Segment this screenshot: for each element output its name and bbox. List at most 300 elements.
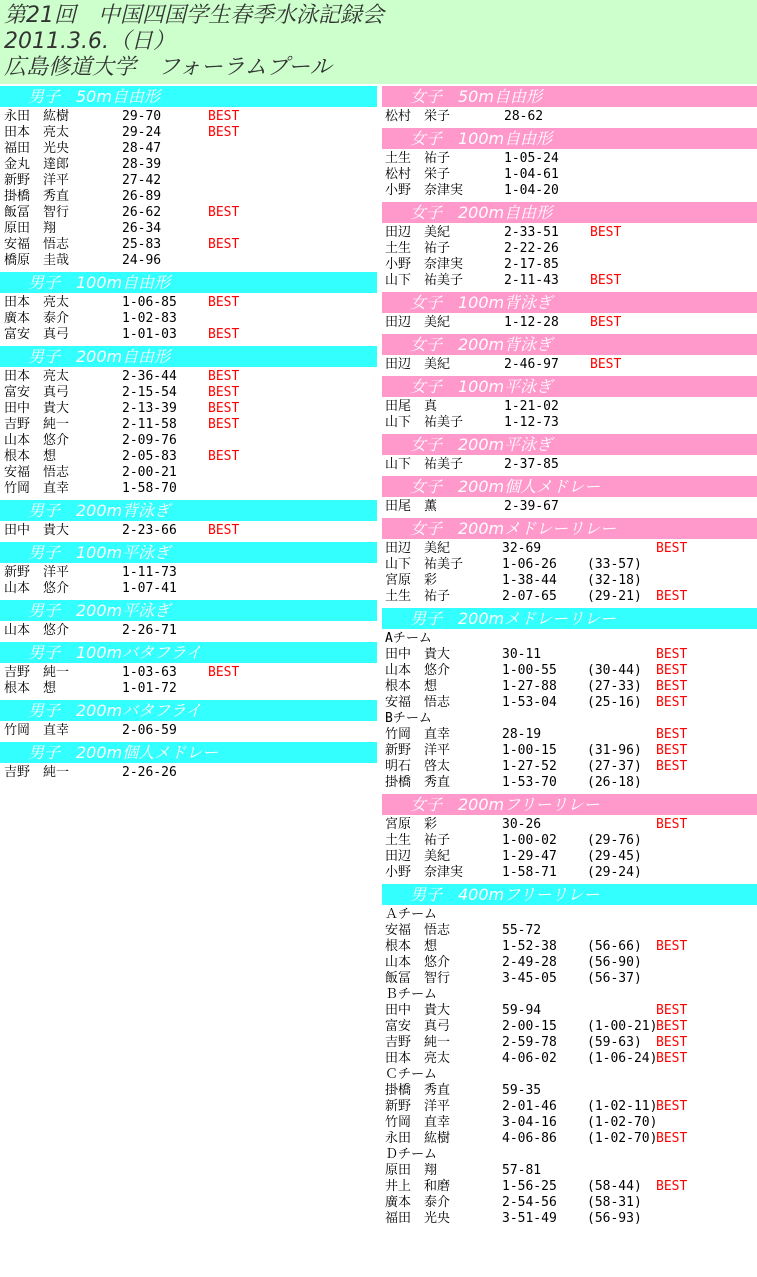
swimmer-name: 富安 真弓 — [4, 327, 70, 342]
event-title: 女子 200mフリーリレー — [382, 794, 757, 815]
result-time: 1-00-15 — [502, 743, 557, 758]
swimmer-name: 安福 悟志 — [4, 465, 70, 480]
swimmer-name: 小野 奈津実 — [385, 183, 464, 198]
event-results — [0, 367, 377, 500]
swimmer-name: 田中 貴大 — [4, 523, 70, 538]
result-time: 1-00-02 — [502, 833, 557, 848]
swimmer-name: 吉野 純一 — [4, 765, 70, 780]
event-block — [0, 542, 377, 600]
best-badge: BEST — [208, 665, 240, 680]
event-results — [382, 539, 757, 608]
result-time: 1-52-38 — [502, 939, 557, 954]
event-title: 男子 200m個人メドレー — [0, 742, 377, 763]
result-row — [0, 433, 377, 449]
result-row — [0, 125, 377, 141]
event-results — [0, 721, 377, 742]
result-row — [382, 1131, 757, 1147]
event-block — [382, 334, 757, 376]
result-row — [0, 665, 377, 681]
result-row — [382, 315, 757, 331]
result-time: 2-54-56 — [502, 1195, 557, 1210]
result-time: 26-62 — [122, 205, 162, 220]
event-results — [382, 629, 757, 794]
event-block — [382, 434, 757, 476]
event-title: 女子 100m背泳ぎ — [382, 292, 757, 313]
split-time: (1-02-70) — [587, 1115, 658, 1130]
split-time: (29-76) — [587, 833, 642, 848]
result-row — [382, 663, 757, 679]
result-row — [382, 257, 757, 273]
best-badge: BEST — [656, 727, 688, 742]
split-time: (31-96) — [587, 743, 642, 758]
meet-venue: 広島修道大学 フォーラムプール — [4, 55, 332, 80]
split-time: (1-02-70) — [587, 1131, 658, 1146]
swimmer-name: 橋原 圭哉 — [4, 253, 70, 268]
swimmer-name: 山本 悠介 — [4, 581, 70, 596]
swimmer-name: 田本 亮太 — [4, 125, 70, 140]
result-time: 1-04-20 — [504, 183, 559, 198]
split-time: (56-90) — [587, 955, 642, 970]
result-time: 1-04-61 — [504, 167, 559, 182]
result-row — [382, 589, 757, 605]
best-badge: BEST — [656, 663, 688, 678]
result-row — [382, 695, 757, 711]
event-results — [382, 107, 757, 128]
event-block — [382, 884, 757, 1230]
swimmer-name: 土生 祐子 — [385, 151, 451, 166]
swimmer-name: 宮原 彩 — [385, 817, 438, 832]
result-time: 3-04-16 — [502, 1115, 557, 1130]
result-time: 2-59-78 — [502, 1035, 557, 1050]
result-time: 1-02-83 — [122, 311, 177, 326]
event-title: 女子 200m背泳ぎ — [382, 334, 757, 355]
event-block — [382, 202, 757, 292]
split-time: (29-45) — [587, 849, 642, 864]
team-label: Ｂチーム — [385, 987, 438, 1002]
event-results — [0, 521, 377, 542]
result-time: 29-70 — [122, 109, 162, 124]
best-badge: BEST — [208, 327, 240, 342]
event-block — [0, 700, 377, 742]
event-results — [0, 107, 377, 272]
result-row — [0, 465, 377, 481]
split-time: (25-16) — [587, 695, 642, 710]
team-label: Bチーム — [385, 711, 432, 726]
best-badge: BEST — [656, 759, 688, 774]
result-row — [382, 415, 757, 431]
result-row — [382, 167, 757, 183]
best-badge: BEST — [656, 589, 688, 604]
event-results — [0, 663, 377, 700]
result-time: 28-19 — [502, 727, 542, 742]
result-row — [382, 727, 757, 743]
swimmer-name: 小野 奈津実 — [385, 257, 464, 272]
best-badge: BEST — [590, 315, 622, 330]
result-row — [0, 141, 377, 157]
swimmer-name: 竹岡 直幸 — [385, 727, 451, 742]
best-badge: BEST — [208, 523, 240, 538]
result-row — [0, 109, 377, 125]
swimmer-name: 田尾 真 — [385, 399, 438, 414]
swimmer-name: 新野 洋平 — [385, 743, 451, 758]
result-row — [382, 1163, 757, 1179]
split-time: (32-18) — [587, 573, 642, 588]
swimmer-name: 田辺 美紀 — [385, 225, 451, 240]
swimmer-name: 福田 光央 — [385, 1211, 451, 1226]
best-badge: BEST — [208, 109, 240, 124]
result-row — [0, 253, 377, 269]
event-title: 男子 100mバタフライ — [0, 642, 377, 663]
result-row — [382, 1115, 757, 1131]
split-time: (1-02-11) — [587, 1099, 658, 1114]
swimmer-name: 田尾 薫 — [385, 499, 438, 514]
result-row — [382, 679, 757, 695]
result-row — [382, 399, 757, 415]
event-results — [382, 223, 757, 292]
event-title: 男子 200m自由形 — [0, 346, 377, 367]
best-badge: BEST — [208, 417, 240, 432]
event-title: 男子 50m自由形 — [0, 86, 377, 107]
event-title: 女子 200mメドレーリレー — [382, 518, 757, 539]
event-block — [382, 128, 757, 202]
split-time: (30-44) — [587, 663, 642, 678]
result-time: 1-21-02 — [504, 399, 559, 414]
result-row — [0, 173, 377, 189]
result-time: 1-27-52 — [502, 759, 557, 774]
swimmer-name: 土生 祐子 — [385, 833, 451, 848]
result-row — [382, 1211, 757, 1227]
result-time: 2-46-97 — [504, 357, 559, 372]
result-time: 2-17-85 — [504, 257, 559, 272]
event-results — [382, 455, 757, 476]
event-results — [382, 815, 757, 884]
result-time: 26-34 — [122, 221, 162, 236]
result-row — [382, 817, 757, 833]
swimmer-name: 田辺 美紀 — [385, 849, 451, 864]
result-row — [0, 221, 377, 237]
best-badge: BEST — [656, 1099, 688, 1114]
result-row — [382, 971, 757, 987]
result-time: 24-96 — [122, 253, 162, 268]
result-time: 2-01-46 — [502, 1099, 557, 1114]
result-row — [0, 157, 377, 173]
swimmer-name: 吉野 純一 — [4, 417, 70, 432]
result-time: 1-05-24 — [504, 151, 559, 166]
best-badge: BEST — [208, 205, 240, 220]
result-time: 2-36-44 — [122, 369, 177, 384]
result-row — [382, 557, 757, 573]
event-results — [0, 563, 377, 600]
swimmer-name: 山下 祐美子 — [385, 273, 464, 288]
result-time: 2-39-67 — [504, 499, 559, 514]
result-time: 2-23-66 — [122, 523, 177, 538]
swimmer-name: 廣本 泰介 — [4, 311, 70, 326]
event-title: 男子 100m自由形 — [0, 272, 377, 293]
result-row — [382, 1195, 757, 1211]
swimmer-name: 掛橋 秀直 — [385, 1083, 451, 1098]
best-badge: BEST — [208, 237, 240, 252]
result-time: 2-22-26 — [504, 241, 559, 256]
event-results — [0, 293, 377, 346]
swimmer-name: 山本 悠介 — [4, 623, 70, 638]
event-block — [0, 346, 377, 500]
result-time: 29-24 — [122, 125, 162, 140]
split-time: (58-31) — [587, 1195, 642, 1210]
swimmer-name: 竹岡 直幸 — [4, 723, 70, 738]
swimmer-name: 根本 想 — [4, 681, 57, 696]
swimmer-name: 明石 啓太 — [385, 759, 451, 774]
event-block — [382, 476, 757, 518]
result-row — [382, 1003, 757, 1019]
result-time: 1-38-44 — [502, 573, 557, 588]
result-row — [0, 623, 377, 639]
best-badge: BEST — [208, 385, 240, 400]
swimmer-name: 田中 貴大 — [385, 1003, 451, 1018]
result-time: 3-45-05 — [502, 971, 557, 986]
swimmer-name: 松村 栄子 — [385, 109, 451, 124]
swimmer-name: 竹岡 直幸 — [4, 481, 70, 496]
swimmer-name: 原田 翔 — [4, 221, 57, 236]
result-row — [0, 369, 377, 385]
best-badge: BEST — [656, 1179, 688, 1194]
split-time: (29-21) — [587, 589, 642, 604]
event-title: 男子 400mフリーリレー — [382, 884, 757, 905]
swimmer-name: 田中 貴大 — [385, 647, 451, 662]
result-time: 1-11-73 — [122, 565, 177, 580]
swimmer-name: 吉野 純一 — [385, 1035, 451, 1050]
result-time: 28-39 — [122, 157, 162, 172]
result-row — [0, 681, 377, 697]
best-badge: BEST — [656, 1051, 688, 1066]
result-row — [382, 183, 757, 199]
best-badge: BEST — [208, 401, 240, 416]
event-block — [382, 608, 757, 794]
result-time: 1-58-71 — [502, 865, 557, 880]
result-time: 2-49-28 — [502, 955, 557, 970]
result-time: 32-69 — [502, 541, 542, 556]
event-block — [382, 292, 757, 334]
result-row — [0, 401, 377, 417]
result-time: 1-07-41 — [122, 581, 177, 596]
swimmer-name: 松村 栄子 — [385, 167, 451, 182]
result-row — [382, 541, 757, 557]
meet-date: 2011.3.6.（日） — [4, 29, 175, 54]
result-row — [382, 241, 757, 257]
event-results — [382, 149, 757, 202]
split-time: (56-93) — [587, 1211, 642, 1226]
result-time: 2-13-39 — [122, 401, 177, 416]
swimmer-name: 山下 祐美子 — [385, 415, 464, 430]
result-time: 2-11-43 — [504, 273, 559, 288]
swimmer-name: 富安 真弓 — [385, 1019, 451, 1034]
split-time: (59-63) — [587, 1035, 642, 1050]
result-row — [382, 759, 757, 775]
swimmer-name: 田辺 美紀 — [385, 315, 451, 330]
event-block — [382, 86, 757, 128]
result-time: 59-35 — [502, 1083, 542, 1098]
team-label: Ｃチーム — [385, 1067, 438, 1082]
result-time: 1-56-25 — [502, 1179, 557, 1194]
swimmer-name: 掛橋 秀直 — [4, 189, 70, 204]
swimmer-name: 安福 悟志 — [4, 237, 70, 252]
result-row — [382, 849, 757, 865]
event-results — [382, 905, 757, 1230]
event-block — [0, 86, 377, 272]
result-time: 30-11 — [502, 647, 542, 662]
result-row — [382, 357, 757, 373]
swimmer-name: 根本 想 — [385, 939, 438, 954]
result-row — [0, 237, 377, 253]
event-results — [382, 355, 757, 376]
split-time: (29-24) — [587, 865, 642, 880]
result-row — [382, 225, 757, 241]
result-row — [0, 723, 377, 739]
event-title: 男子 100m平泳ぎ — [0, 542, 377, 563]
event-results — [382, 497, 757, 518]
result-time: 28-62 — [504, 109, 544, 124]
event-results — [382, 397, 757, 434]
result-row — [382, 109, 757, 125]
result-row — [382, 939, 757, 955]
event-block — [0, 742, 377, 784]
swimmer-name: 小野 奈津実 — [385, 865, 464, 880]
best-badge: BEST — [656, 695, 688, 710]
result-row — [0, 311, 377, 327]
swimmer-name: 田本 亮太 — [4, 369, 70, 384]
result-time: 1-29-47 — [502, 849, 557, 864]
event-results — [0, 621, 377, 642]
event-title: 男子 200m平泳ぎ — [0, 600, 377, 621]
result-row — [0, 189, 377, 205]
swimmer-name: 土生 祐子 — [385, 589, 451, 604]
result-row — [0, 205, 377, 221]
event-results — [0, 763, 377, 784]
result-time: 30-26 — [502, 817, 542, 832]
result-row — [0, 581, 377, 597]
result-time: 1-01-72 — [122, 681, 177, 696]
result-row — [0, 449, 377, 465]
event-block — [382, 518, 757, 608]
swimmer-name: 廣本 泰介 — [385, 1195, 451, 1210]
swimmer-name: 宮原 彩 — [385, 573, 438, 588]
result-row — [0, 417, 377, 433]
result-row — [0, 565, 377, 581]
best-badge: BEST — [656, 647, 688, 662]
result-time: 2-00-15 — [502, 1019, 557, 1034]
event-title: 女子 50m自由形 — [382, 86, 757, 107]
result-time: 2-00-21 — [122, 465, 177, 480]
event-title: 女子 200m個人メドレー — [382, 476, 757, 497]
swimmer-name: 福田 光央 — [4, 141, 70, 156]
best-badge: BEST — [208, 125, 240, 140]
result-time: 1-12-73 — [504, 415, 559, 430]
split-time: (56-37) — [587, 971, 642, 986]
result-row — [0, 295, 377, 311]
swimmer-name: 金丸 達郎 — [4, 157, 70, 172]
best-badge: BEST — [590, 357, 622, 372]
result-row — [0, 327, 377, 343]
swimmer-name: 山本 悠介 — [385, 955, 451, 970]
result-time: 59-94 — [502, 1003, 542, 1018]
result-row — [382, 1051, 757, 1067]
best-badge: BEST — [656, 541, 688, 556]
result-time: 4-06-86 — [502, 1131, 557, 1146]
swimmer-name: 井上 和磨 — [385, 1179, 451, 1194]
result-row — [382, 647, 757, 663]
swimmer-name: 田中 貴大 — [4, 401, 70, 416]
best-badge: BEST — [590, 225, 622, 240]
best-badge: BEST — [656, 1035, 688, 1050]
event-block — [382, 376, 757, 434]
swimmer-name: 根本 想 — [4, 449, 57, 464]
split-time: (33-57) — [587, 557, 642, 572]
split-time: (56-66) — [587, 939, 642, 954]
result-time: 2-33-51 — [504, 225, 559, 240]
result-time: 1-53-70 — [502, 775, 557, 790]
result-row — [0, 385, 377, 401]
result-time: 2-26-26 — [122, 765, 177, 780]
swimmer-name: 富安 真弓 — [4, 385, 70, 400]
split-time: (1-06-24) — [587, 1051, 658, 1066]
result-time: 1-00-55 — [502, 663, 557, 678]
split-time: (58-44) — [587, 1179, 642, 1194]
result-row — [382, 1019, 757, 1035]
result-row — [382, 743, 757, 759]
best-badge: BEST — [208, 449, 240, 464]
best-badge: BEST — [656, 1019, 688, 1034]
swimmer-name: 山下 祐美子 — [385, 557, 464, 572]
split-time: (27-37) — [587, 759, 642, 774]
event-title: 女子 200m平泳ぎ — [382, 434, 757, 455]
best-badge: BEST — [208, 295, 240, 310]
swimmer-name: 山本 悠介 — [385, 663, 451, 678]
result-time: 1-03-63 — [122, 665, 177, 680]
result-time: 28-47 — [122, 141, 162, 156]
result-row — [0, 765, 377, 781]
result-time: 2-07-65 — [502, 589, 557, 604]
swimmer-name: 掛橋 秀直 — [385, 775, 451, 790]
result-time: 1-06-26 — [502, 557, 557, 572]
result-time: 25-83 — [122, 237, 162, 252]
split-time: (27-33) — [587, 679, 642, 694]
right-column — [382, 86, 757, 1230]
event-results — [382, 313, 757, 334]
best-badge: BEST — [656, 939, 688, 954]
result-row — [382, 1179, 757, 1195]
left-column — [0, 86, 377, 784]
event-block — [382, 794, 757, 884]
result-row — [382, 1083, 757, 1099]
best-badge: BEST — [590, 273, 622, 288]
event-block — [0, 500, 377, 542]
page-header — [0, 0, 757, 84]
swimmer-name: 新野 洋平 — [4, 565, 70, 580]
event-title: 男子 200mバタフライ — [0, 700, 377, 721]
swimmer-name: 永田 紘樹 — [4, 109, 70, 124]
event-title: 女子 200m自由形 — [382, 202, 757, 223]
result-row — [382, 865, 757, 881]
result-row — [382, 955, 757, 971]
result-time: 1-53-04 — [502, 695, 557, 710]
result-time: 2-06-59 — [122, 723, 177, 738]
result-row — [382, 457, 757, 473]
result-row — [382, 1099, 757, 1115]
event-title: 女子 100m自由形 — [382, 128, 757, 149]
result-row — [382, 923, 757, 939]
result-time: 3-51-49 — [502, 1211, 557, 1226]
swimmer-name: 飯冨 智行 — [385, 971, 451, 986]
swimmer-name: 永田 紘樹 — [385, 1131, 451, 1146]
